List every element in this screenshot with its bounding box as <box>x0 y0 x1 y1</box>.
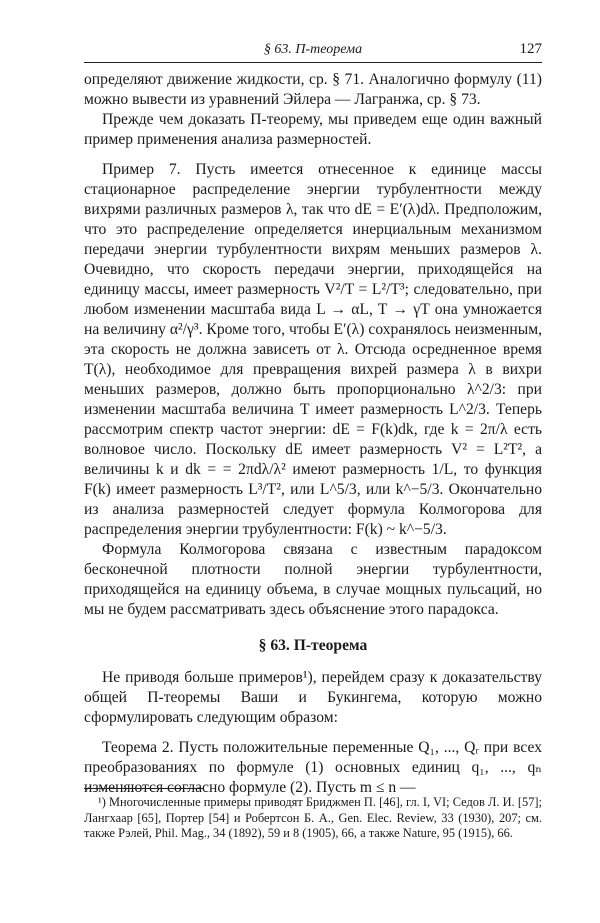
footnotes <box>84 795 542 842</box>
running-header <box>84 40 542 63</box>
paragraph-continuation: определяют движение жидкости, ср. § 71. Аналогично формулу (11) можно вывести из уравнений Эйлера — Лагранжа, ср. § 73. <box>84 71 542 108</box>
paragraph-intro: Прежде чем доказать П-теорему, мы приведем еще один важный пример применения анализа размерностей. <box>84 111 542 148</box>
footnote-1: ¹) Многочисленные примеры приводят Бриджмен П. [46], гл. I, VI; Седов Л. И. [57]; Лангхаар [65], Портер [54] и Робертсон Б. А., Gen. Elec. Review, 33 (1930), 207; см. также Рэлей, Phil. Mag., 34 (1892), 59 и 8 (1905), 66, а также Nature, 95 (1915), 66. <box>84 795 542 840</box>
paragraph-example-7: Пример 7. Пусть имеется отнесенное к единице массы стационарное распределение энергии турбулентности между вихрями различных размеров λ, так что dE = E′(λ)dλ. Предположим, что это распределение определяется инерциальным механизмом передачи энергии турбулентности вихрям меньших размеров λ. Очевидно, что скорость передачи энергии, приходящейся на единицу массы, имеет размерность V²/T = L²/T³; следовательно, при любом изменении масштаба вида L → αL, T → γT она умножается на величину α²/γ³. Кроме того, чтобы E′(λ) сохранялось неизменным, эта скорость не должна зависеть от λ. Отсюда осредненное время T(λ), необходимое для превращения вихрей размера λ в вихри меньших размеров, должно быть пропорционально λ^2/3: при изменении масштаба величина T имеет размерность L^2/3. Теперь рассмотрим спектр частот энергии: dE = F(k)dk, где k = 2π/λ есть волновое число. Поскольку dE имеет размерность V² = L²T², а величины k и dk = = 2πdλ/λ² имеют размерность 1/L, то функция F(k) имеет размерность L³/T², или L^5/3, или k^−5/3. Окончательно из анализа размерностей следует формула Колмогорова для распределения энергии трубулентности: F(k) ~ k^−5/3. <box>84 161 542 538</box>
running-title: § 63. П-теорема <box>263 42 363 57</box>
footnote-divider <box>84 788 204 789</box>
paragraph-kolmogorov: Формула Колмогорова связана с известным парадоксом бесконечной плотности полной энергии турбулентности, приходящейся на единицу объема, в случае мощных пульсаций, но мы не будем рассматривать здесь объяснение этого парадокса. <box>84 541 542 618</box>
paragraph-theorem-2: Теорема 2. Пусть положительные переменные Q₁, ..., Qᵣ при всех преобразованиях по формуле (1) основных единиц q₁, ..., qₙ изменяются согласно формуле (2). Пусть m ≤ n — <box>84 739 542 796</box>
main-text <box>84 70 542 798</box>
paragraph-pi-theorem-intro: Не приводя больше примеров¹), перейдем сразу к доказательству общей П-теоремы Ваши и Букингема, которую можно сформулировать следующим образом: <box>84 669 542 726</box>
section-heading: § 63. П-теорема <box>258 637 368 654</box>
page-number: 127 <box>519 41 542 57</box>
